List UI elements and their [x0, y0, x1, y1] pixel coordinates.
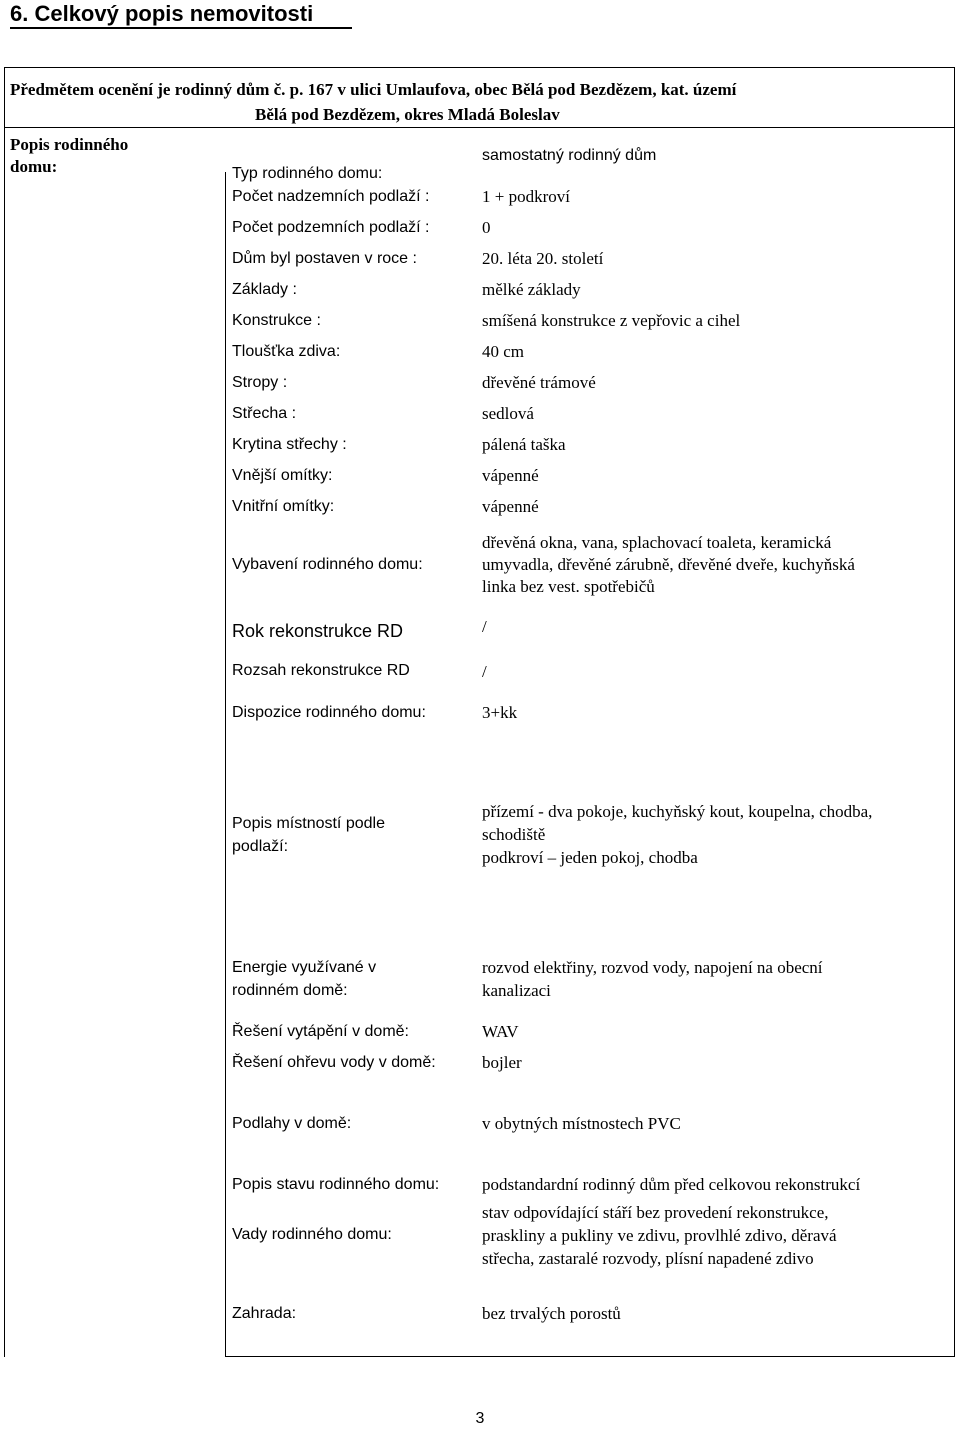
value-vady-1: stav odpovídající stáří bez provedení rekonstrukce,	[482, 1203, 829, 1222]
label-vnejsi: Vnější omítky:	[232, 467, 333, 484]
label-podlahy: Podlahy v domě:	[232, 1115, 352, 1132]
label-strecha: Střecha :	[232, 405, 297, 422]
label-energie-1: Energie využívané v	[232, 959, 377, 976]
value-zaklady: mělké základy	[482, 280, 581, 299]
value-vady-2: praskliny a pukliny ve zdivu, provlhlé zdivo, děravá	[482, 1226, 837, 1245]
value-vnitrni: vápenné	[482, 497, 539, 516]
label-zahrada: Zahrada:	[232, 1305, 297, 1322]
value-vybaveni-2: umyvadla, dřevěné zárubně, dřevěné dveře, kuchyňská	[482, 555, 855, 574]
label-postaven: Dům byl postaven v roce :	[232, 250, 417, 267]
label-vytapeni: Řešení vytápění v domě:	[232, 1023, 409, 1040]
value-podzemni: 0	[482, 218, 491, 237]
label-zdivo: Tloušťka zdiva:	[232, 343, 341, 360]
value-vybaveni-1: dřevěná okna, vana, splachovací toaleta, keramická	[482, 533, 832, 552]
label-vady: Vady rodinného domu:	[232, 1226, 392, 1243]
section-heading: 6. Celkový popis nemovitosti	[10, 1, 314, 26]
label-typ: Typ rodinného domu:	[232, 165, 383, 182]
value-postaven: 20. léta 20. století	[482, 249, 604, 268]
value-nadzemni: 1 + podkroví	[482, 187, 570, 206]
value-mistnosti-2: schodiště	[482, 825, 546, 844]
value-vytapeni: WAV	[482, 1022, 519, 1041]
value-konstrukce: smíšená konstrukce z vepřovic a cihel	[482, 311, 741, 330]
value-zdivo: 40 cm	[482, 342, 525, 361]
label-rozsah-rekonstrukce: Rozsah rekonstrukce RD	[232, 662, 410, 679]
value-krytina: pálená taška	[482, 435, 566, 454]
heading-underline	[10, 27, 352, 29]
label-krytina: Krytina střechy :	[232, 436, 347, 453]
value-dispozice: 3+kk	[482, 703, 518, 722]
label-stropy: Stropy :	[232, 374, 288, 391]
label-mistnosti-2: podlaží:	[232, 838, 289, 855]
label-stav: Popis stavu rodinného domu:	[232, 1176, 440, 1193]
label-vybaveni: Vybavení rodinného domu:	[232, 556, 423, 573]
value-podlahy: v obytných místnostech PVC	[482, 1114, 681, 1133]
intro-line-1: Předmětem ocenění je rodinný dům č. p. 167 v ulici Umlaufova, obec Bělá pod Bezdězem, kat. území	[10, 80, 737, 99]
value-typ: samostatný rodinný dům	[482, 147, 657, 164]
value-vady-3: střecha, zastaralé rozvody, plísní napadené zdivo	[482, 1249, 814, 1268]
value-energie-1: rozvod elektřiny, rozvod vody, napojení na obecní	[482, 958, 823, 977]
label-mistnosti-1: Popis místností podle	[232, 815, 385, 832]
label-energie-2: rodinném domě:	[232, 982, 348, 999]
value-ohrev: bojler	[482, 1053, 522, 1072]
label-ohrev: Řešení ohřevu vody v domě:	[232, 1054, 436, 1071]
value-vnejsi: vápenné	[482, 466, 539, 485]
value-zahrada: bez trvalých porostů	[482, 1304, 621, 1323]
label-rok-rekonstrukce: Rok rekonstrukce RD	[232, 621, 404, 641]
label-nadzemni: Počet nadzemních podlaží :	[232, 188, 430, 205]
value-stropy: dřevěné trámové	[482, 373, 596, 392]
value-stav: podstandardní rodinný dům před celkovou rekonstrukcí	[482, 1175, 861, 1194]
value-strecha: sedlová	[482, 404, 534, 423]
label-zaklady: Základy :	[232, 281, 297, 298]
intro-line-2: Bělá pod Bezdězem, okres Mladá Boleslav	[255, 105, 560, 124]
section-label-line-1: Popis rodinného	[10, 135, 129, 154]
value-rozsah-rekonstrukce: /	[482, 662, 487, 681]
label-dispozice: Dispozice rodinného domu:	[232, 704, 426, 721]
label-podzemni: Počet podzemních podlaží :	[232, 219, 430, 236]
section-label-line-2: domu:	[10, 157, 58, 176]
label-vnitrni: Vnitřní omítky:	[232, 498, 335, 515]
page-number: 3	[475, 1410, 485, 1427]
value-mistnosti-3: podkroví – jeden pokoj, chodba	[482, 848, 698, 867]
value-rok-rekonstrukce: /	[482, 617, 487, 636]
value-mistnosti-1: přízemí - dva pokoje, kuchyňský kout, koupelna, chodba,	[482, 802, 873, 821]
label-konstrukce: Konstrukce :	[232, 312, 321, 329]
value-vybaveni-3: linka bez vest. spotřebičů	[482, 577, 655, 596]
value-energie-2: kanalizaci	[482, 981, 551, 1000]
